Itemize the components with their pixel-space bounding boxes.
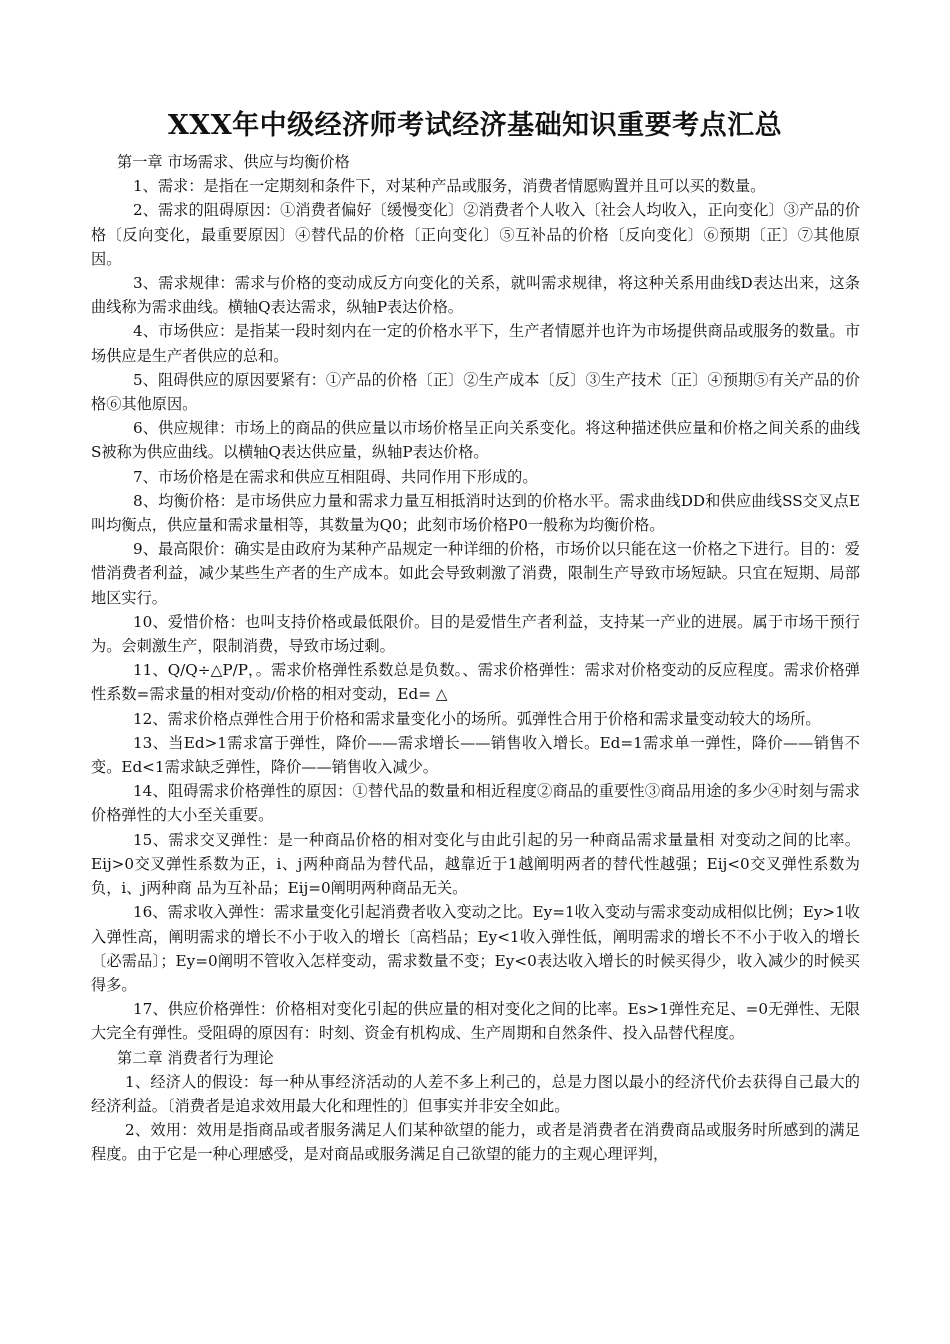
paragraph: 4、市场供应：是指某一段时刻内在一定的价格水平下，生产者情愿并也许为市场提供商品或服务的数量。市场供应是生产者供应的总和。 bbox=[91, 322, 860, 365]
paragraph: 6、供应规律：市场上的商品的供应量以市场价格呈正向关系变化。将这种描述供应量和价格之间关系的曲线S被称为供应曲线。以横轴Q表达供应量，纵轴P表达价格。 bbox=[91, 419, 860, 462]
paragraph: 11、Q/Q÷△P/P，。需求价格弹性系数总是负数。、需求价格弹性：需求对价格变动的反应程度。需求价格弹性系数=需求量的相对变动/价格的相对变动，Ed= △ bbox=[91, 661, 860, 704]
paragraph: 10、爱惜价格：也叫支持价格或最低限价。目的是爱惜生产者利益，支持某一产业的进展。属于市场干预行为。会刺激生产，限制消费，导致市场过剩。 bbox=[91, 612, 860, 656]
paragraph: 2、效用：效用是指商品或者服务满足人们某种欲望的能力，或者是消费者在消费商品或服务时所感到的满足程度。由于它是一种心理感受，是对商品或服务满足自己欲望的能力的主观心理评判， bbox=[91, 1121, 860, 1164]
paragraph: 5、阻碍供应的原因要紧有：①产品的价格〔正〕②生产成本〔反〕③生产技术〔正〕④预期⑤有关产品的价格⑥其他原因。 bbox=[91, 370, 860, 414]
paragraph: 13、当Ed>1需求富于弹性，降价——需求增长——销售收入增长。Ed=1需求单一弹性，降价——销售不变。Ed<1需求缺乏弹性，降价——销售收入减少。 bbox=[91, 733, 860, 777]
paragraph: 8、均衡价格：是市场供应力量和需求力量互相抵消时达到的价格水平。需求曲线DD和供应曲线SS交叉点E叫均衡点，供应量和需求量相等，其数量为Q0；此刻市场价格P0一般称为均衡价格。 bbox=[91, 491, 860, 535]
paragraph: 1、经济人的假设：每一种从事经济活动的人差不多上利己的，总是力图以最小的经济代价去获得自己最大的经济利益。〔消费者是追求效用最大化和理性的〕但事实并非安全如此。 bbox=[91, 1072, 860, 1115]
paragraph: 2、需求的阻碍原因：①消费者偏好〔缓慢变化〕②消费者个人收入〔社会人均收入，正向变化〕③产品的价格〔反向变化，最重要原因〕④替代品的价格〔正向变化〕⑤互补品的价格〔反向变化〕⑥预期〔正〕⑦其他原因。 bbox=[91, 201, 860, 268]
paragraph: 3、需求规律：需求与价格的变动成反方向变化的关系，就叫需求规律，将这种关系用曲线D表达出来，这条曲线称为需求曲线。横轴Q表达需求，纵轴P表达价格。 bbox=[91, 274, 860, 317]
chapter-1-heading: 第一章 市场需求、供应与均衡价格 bbox=[117, 153, 350, 171]
paragraph: 15、需求交叉弹性：是一种商品价格的相对变化与由此引起的另一种商品需求量量相 对变动之间的比率。Eij>0交叉弹性系数为正，i、j两种商品为替代品，越靠近于1越阐明两者的替代性越强；Eij<0交叉弹性系数为负，i、j两种商 品为互补品；Eij=0阐明两种商品无关。 bbox=[91, 830, 860, 898]
document-body bbox=[91, 150, 860, 1167]
chapter-2-heading: 第二章 消费者行为理论 bbox=[117, 1048, 274, 1067]
paragraph: 12、需求价格点弹性合用于价格和需求量变化小的场所。弧弹性合用于价格和需求量变动较大的场所。 bbox=[133, 709, 821, 728]
paragraph: 9、最高限价：确实是由政府为某种产品规定一种详细的价格，市场价以只能在这一价格之下进行。目的：爱惜消费者利益，减少某些生产者的生产成本。如此会导致刺激了消费，限制生产导致市场短缺。只宜在短期、局部地区实行。 bbox=[91, 540, 860, 607]
paragraph: 1、需求：是指在一定期刻和条件下，对某种产品或服务，消费者情愿购置并且可以买的数量。 bbox=[133, 177, 766, 196]
document-title: XXX年中级经济师考试经济基础知识重要考点汇总 bbox=[167, 110, 783, 141]
paragraph: 7、市场价格是在需求和供应互相阻碍、共同作用下形成的。 bbox=[133, 467, 538, 486]
paragraph: 16、需求收入弹性：需求量变化引起消费者收入变动之比。Ey=1收入变动与需求变动成相似比例；Ey>1收入弹性高，阐明需求的增长不小于收入的增长〔高档品；Ey<1收入弹性低，阐明需求的增长不不小于收入的增长〔必需品〕；Ey=0阐明不管收入怎样变动，需求数量不变；Ey<0表达收入增长的时候买得少，收入减少的时候买得多。 bbox=[91, 903, 860, 994]
paragraph: 17、供应价格弹性：价格相对变化引起的供应量的相对变化之间的比率。Es>1弹性充足、=0无弹性、无限大完全有弹性。受阻碍的原因有：时刻、资金有机构成、生产周期和自然条件、投入品替代程度。 bbox=[91, 1000, 860, 1043]
paragraph: 14、阻碍需求价格弹性的原因：①替代品的数量和相近程度②商品的重要性③商品用途的多少④时刻与需求价格弹性的大小至关重要。 bbox=[91, 782, 860, 825]
